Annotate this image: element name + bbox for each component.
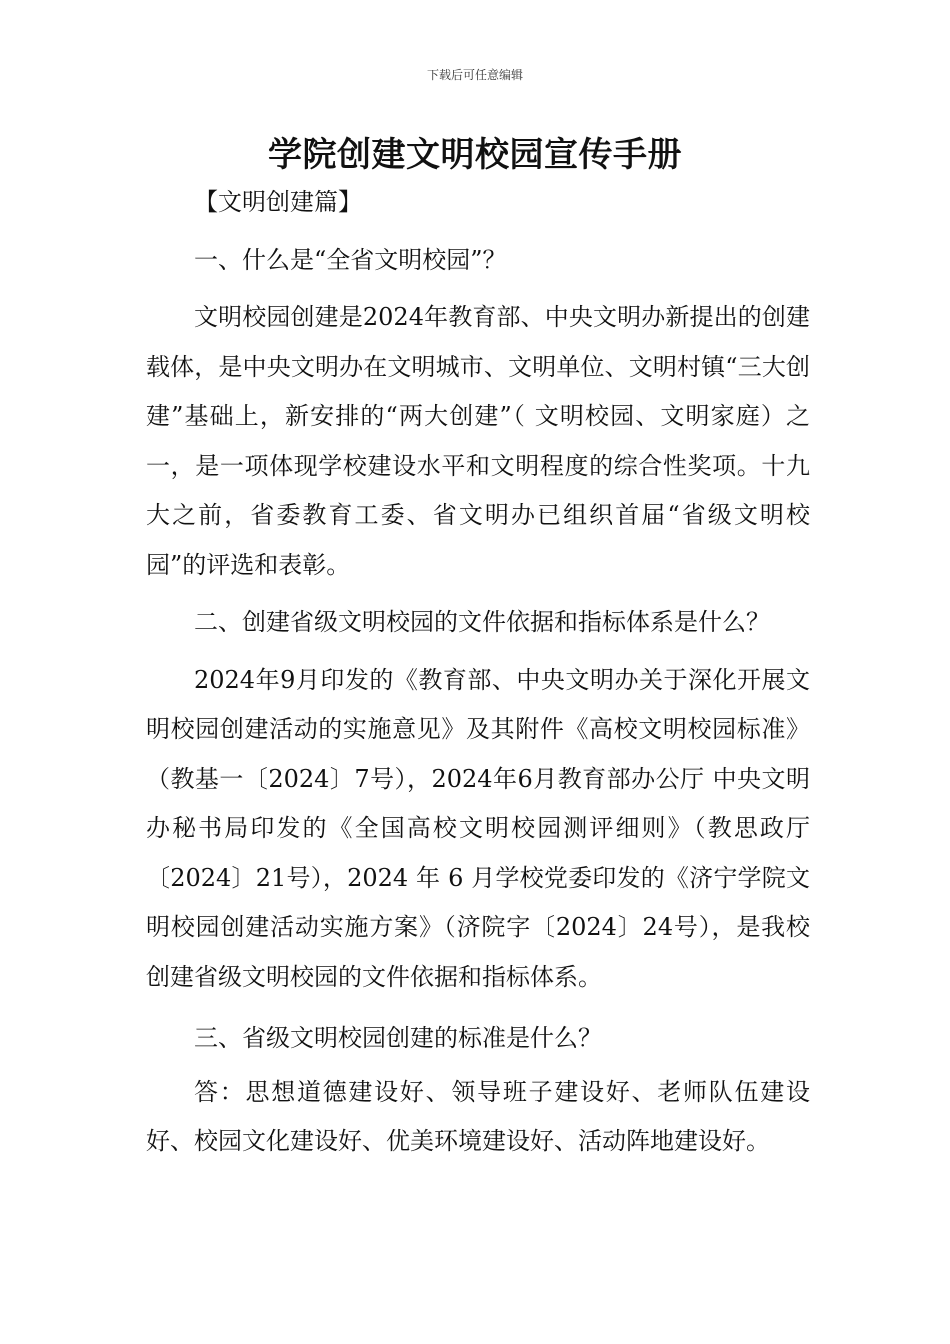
question-2: 二、创建省级文明校园的文件依据和指标体系是什么？ [194,608,770,636]
section-label: 【文明创建篇】 [194,188,362,216]
answer-3: 答：思想道德建设好、领导班子建设好、老师队伍建设好、校园文化建设好、优美环境建设好、活动阵地建设好。 [146,1077,810,1155]
answer-1: 文明校园创建是2024年教育部、中央文明办新提出的创建载体，是中央文明办在文明城市、文明单位、文明村镇“三大创建”基础上，新安排的“两大创建”（ 文明校园、文明家庭）之一，是一项体现学校建设水平和文明程度的综合性奖项。十九大之前，省委教育工委、省文明办已组织首届“省级文明校园”的评选和表彰。 [146,303,810,579]
answer-2: 2024年9月印发的《教育部、中央文明办关于深化开展文明校园创建活动的实施意见》及其附件《高校文明校园标准》（教基一〔2024〕7号），2024年6月教育部办公厅 中央文明办秘书局印发的《全国高校文明校园测评细则》（教思政厅〔2024〕21号），2024 年 6 月学校党委印发的《济宁学院文明校园创建活动实施方案》（济院字〔2024〕24号），是我校创建省级文明校园的文件依据和指标体系。 [146,665,810,991]
question-3: 三、省级文明校园创建的标准是什么？ [194,1024,602,1052]
header-note: 下载后可任意编辑 [426,68,523,82]
document-title: 学院创建文明校园宣传手册 [268,135,682,175]
question-1: 一、什么是“全省文明校园”？ [194,245,507,274]
document-body [146,178,810,1167]
